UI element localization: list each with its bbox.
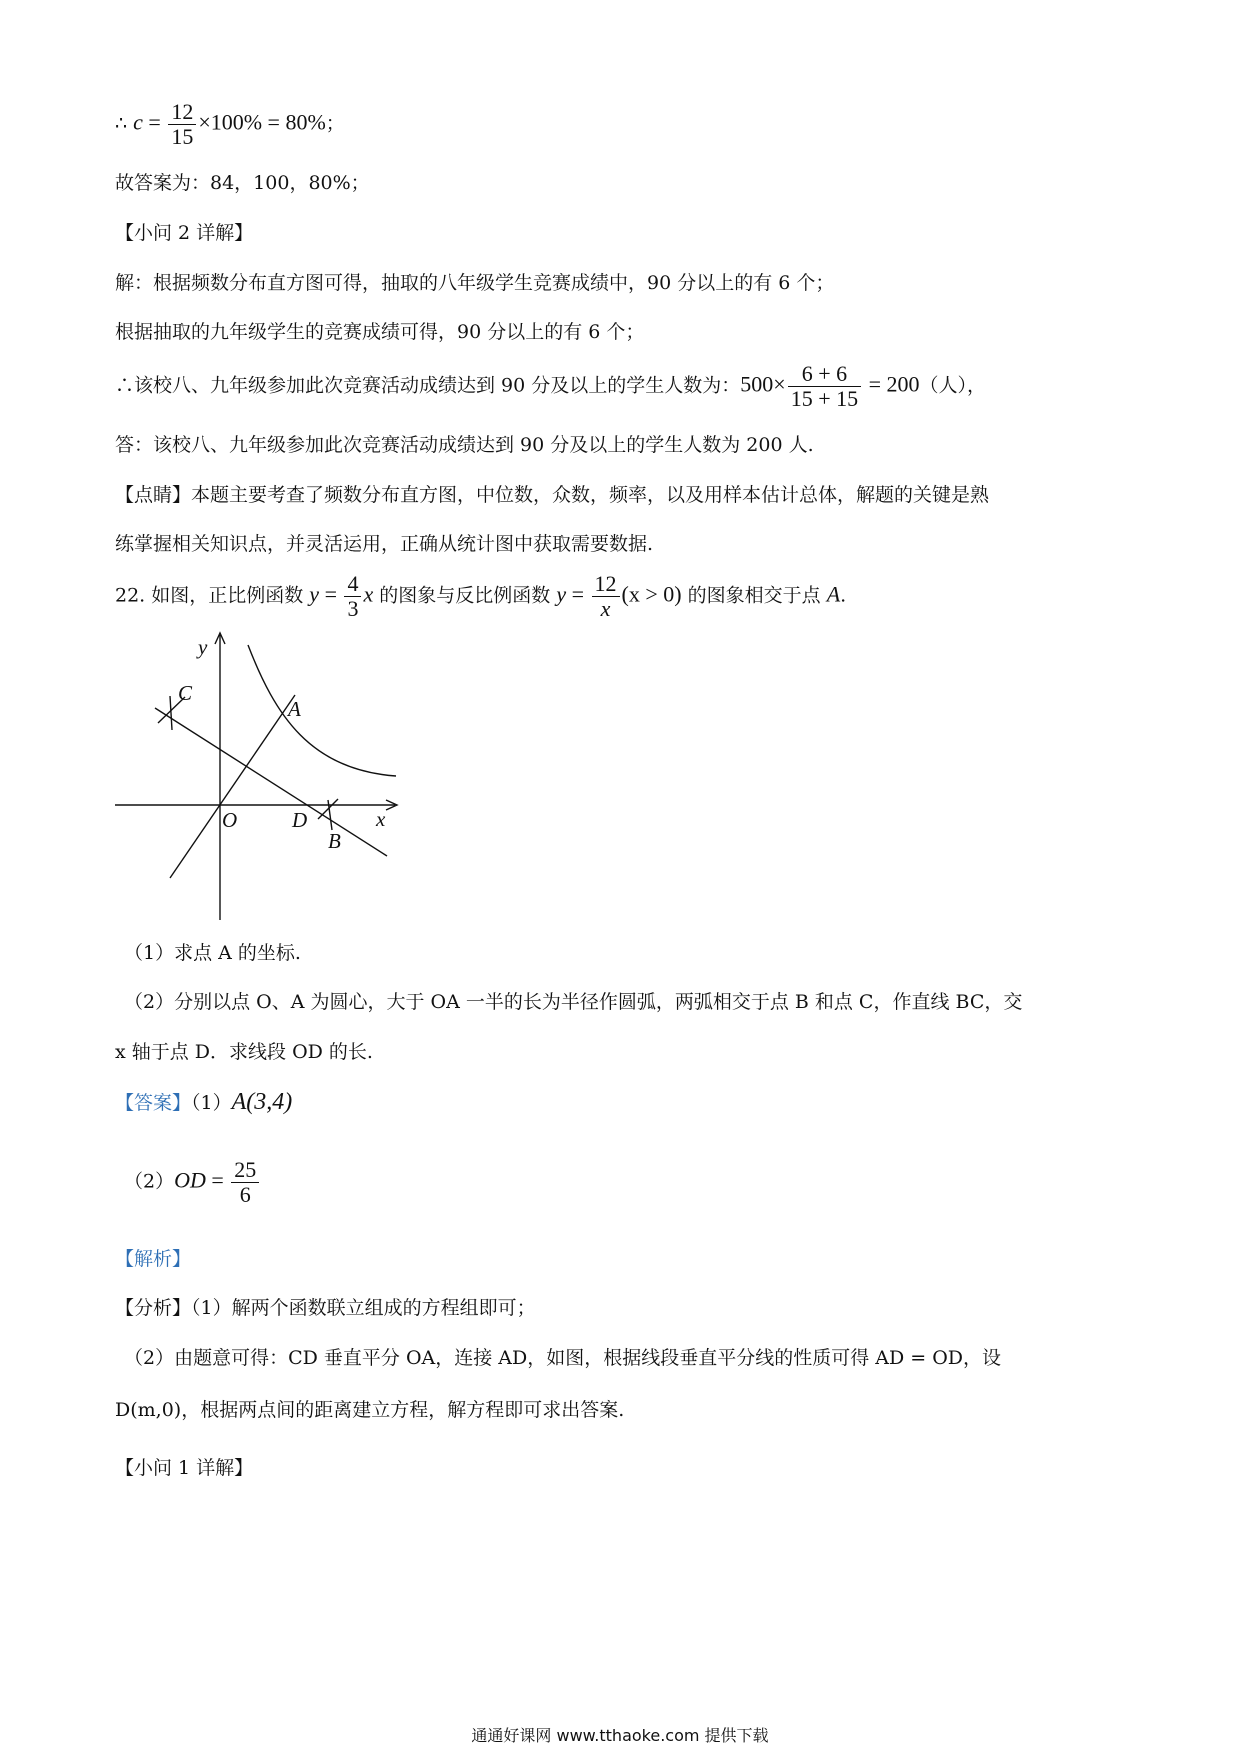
var-c: c xyxy=(133,109,143,135)
part1-label: （1） xyxy=(191,1092,232,1114)
sub-question-1: （1）求点 A 的坐标. xyxy=(124,942,301,964)
f1-x: x xyxy=(363,581,374,607)
label-d: D xyxy=(292,808,308,832)
label-b: B xyxy=(328,829,341,853)
part2-label: （2） xyxy=(124,1170,175,1193)
q22-intro xyxy=(115,572,846,621)
answer-point-a: A(3,4) xyxy=(231,1089,293,1115)
sub-question-2-line2: x 轴于点 D．求线段 OD 的长. xyxy=(115,1041,373,1063)
footer: 通通好课网 www.tthaoke.com 提供下载 xyxy=(471,1726,769,1745)
line-oa xyxy=(170,695,295,878)
sub-question-2-line1: （2）分别以点 O、A 为圆心，大于 OA 一半的长为半径作圆弧，两弧相交于点 B 和点 C，作直线 BC，交 xyxy=(124,991,1023,1013)
label-a: A xyxy=(288,697,301,721)
percent-result: ×100% = 80% xyxy=(198,109,326,135)
therefore-c-line xyxy=(115,100,345,149)
label-y: y xyxy=(198,635,208,659)
numerator: 4 xyxy=(344,572,361,597)
q1-detail-header: 【小问 1 详解】 xyxy=(115,1457,254,1479)
label-c: C xyxy=(178,681,193,705)
label-o: O xyxy=(222,808,238,832)
denominator: 6 xyxy=(239,1182,251,1207)
q2-line2: 根据抽取的九年级学生的竞赛成绩可得，90 分以上的有 6 个； xyxy=(115,321,645,343)
od: OD xyxy=(174,1167,206,1193)
analysis-line3: D(m,0)，根据两点间的距离建立方程，解方程即可求出答案. xyxy=(115,1399,625,1421)
fraction-4-3 xyxy=(344,572,361,621)
q22-intro-c: 的图象相交于点 xyxy=(681,584,827,607)
answer-part2 xyxy=(124,1158,261,1207)
unit: （人）， xyxy=(919,374,987,397)
fraction-sum xyxy=(788,362,861,411)
denominator: 3 xyxy=(347,596,359,621)
label-x: x xyxy=(376,807,386,831)
point-a: A xyxy=(826,581,841,607)
analysis-line1: 【分析】（1）解两个函数联立组成的方程组即可； xyxy=(115,1297,536,1319)
fraction-25-6 xyxy=(231,1158,259,1207)
arc-c-mark-2 xyxy=(170,696,172,730)
answer-tag: 【答案】 xyxy=(115,1092,192,1114)
analysis-line2: （2）由题意可得：CD 垂直平分 OA，连接 AD，如图，根据线段垂直平分线的性质可得 AD = OD，设 xyxy=(124,1347,1002,1369)
denominator: x xyxy=(600,596,611,621)
semicolon: ； xyxy=(325,112,345,135)
f1-y: y xyxy=(309,581,320,607)
q2-line3-text: ∴该校八、九年级参加此次竞赛活动成绩达到 90 分及以上的学生人数为： xyxy=(115,374,741,397)
comment-line1: 【点睛】本题主要考查了频数分布直方图，中位数，众数，频率，以及用样本估计总体，解题的关键是熟 xyxy=(115,484,990,506)
hyperbola-curve xyxy=(248,645,396,776)
q2-detail-header: 【小问 2 详解】 xyxy=(115,222,254,244)
numerator: 12 xyxy=(592,572,620,597)
f2-y: y xyxy=(556,581,567,607)
period: . xyxy=(840,584,847,607)
equals: = xyxy=(205,1167,230,1193)
equals: = xyxy=(142,109,167,135)
q2-line1: 解：根据频数分布直方图可得，抽取的八年级学生竞赛成绩中，90 分以上的有 6 个； xyxy=(115,272,835,294)
answer-summary: 故答案为：84，100，80%； xyxy=(115,172,370,194)
q22-intro-b: 的图象与反比例函数 xyxy=(373,584,557,607)
numerator: 12 xyxy=(168,100,196,125)
denominator: 15 + 15 xyxy=(790,386,859,411)
q2-line3 xyxy=(115,362,986,411)
q22-intro-a: 22. 如图，正比例函数 xyxy=(115,584,310,607)
answer-part1 xyxy=(115,1090,292,1115)
denominator: 15 xyxy=(171,124,194,149)
multiplier: 500× xyxy=(740,371,786,397)
comment-line2: 练掌握相关知识点，并灵活运用，正确从统计图中获取需要数据. xyxy=(115,533,654,555)
result: = 200 xyxy=(863,371,920,397)
numerator: 25 xyxy=(231,1158,259,1183)
analysis-tag: 【解析】 xyxy=(115,1248,192,1270)
f1-eq: = xyxy=(319,581,343,607)
f2-eq: = xyxy=(566,581,590,607)
q2-answer: 答：该校八、九年级参加此次竞赛活动成绩达到 90 分及以上的学生人数为 200 人. xyxy=(115,434,814,456)
f2-condition: (x > 0) xyxy=(621,581,682,607)
fraction-12-x xyxy=(592,572,620,621)
therefore-symbol: ∴ xyxy=(115,112,134,135)
coordinate-figure xyxy=(110,630,410,920)
fraction-12-15 xyxy=(168,100,196,149)
numerator: 6 + 6 xyxy=(788,362,861,387)
